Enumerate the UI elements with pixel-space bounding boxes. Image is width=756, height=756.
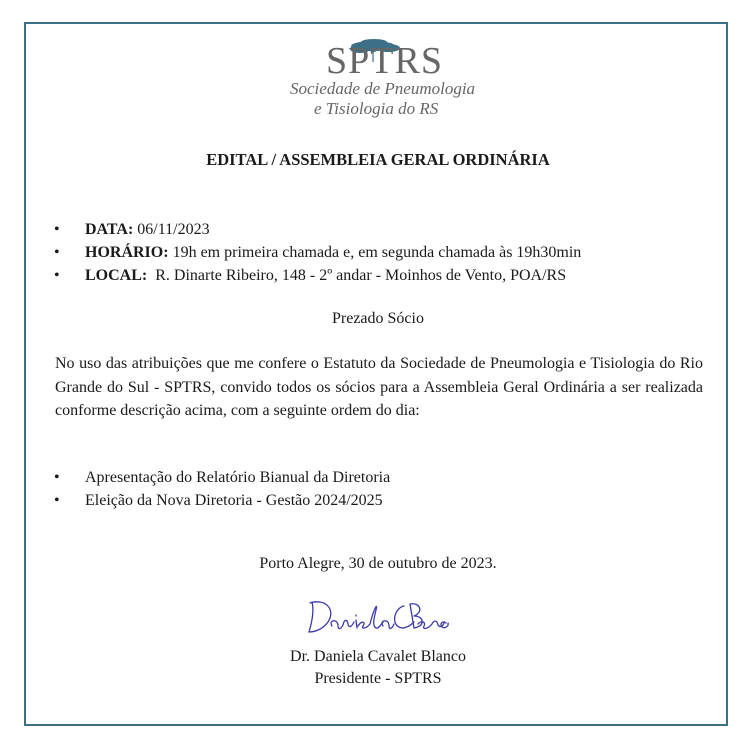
signer-block [0, 646, 756, 690]
info-label: HORÁRIO: [85, 244, 169, 261]
agenda-item [54, 489, 714, 512]
info-item-date [54, 218, 714, 241]
body-paragraph: No uso das atribuições que me confere o Estatuto da Sociedade de Pneumologia e Tisiologia do Rio Grande do Sul - SPTRS, convido todos os sócios para a Assembleia Geral Ordinária a ser realizada conforme descrição acima, com a seguinte ordem do dia: [55, 355, 703, 419]
greeting: Prezado Sócio [332, 310, 424, 327]
agenda-item [54, 466, 714, 489]
signer-name: Dr. Daniela Cavalet Blanco [290, 648, 466, 665]
bullet-icon: • [54, 267, 60, 284]
info-value: 19h em primeira chamada e, em segunda chamada às 19h30min [168, 244, 582, 261]
bullet-icon: • [54, 492, 60, 509]
place-and-date: Porto Alegre, 30 de outubro de 2023. [259, 555, 497, 572]
info-label: LOCAL: [85, 267, 148, 284]
document-title: EDITAL / ASSEMBLEIA GERAL ORDINÁRIA [206, 150, 550, 169]
info-value: 06/11/2023 [133, 221, 210, 238]
meeting-info-list [54, 218, 714, 287]
signer-role: Presidente - SPTRS [314, 670, 442, 687]
logo-subtitle-line1: Sociedade de Pneumologia [290, 79, 476, 98]
bullet-icon: • [54, 221, 60, 238]
logo-acronym: SPTRS [326, 40, 443, 82]
info-item-time [54, 241, 714, 264]
info-value: R. Dinarte Ribeiro, 148 - 2º andar - Moinhos de Vento, POA/RS [147, 267, 567, 284]
handwritten-signature [306, 596, 452, 640]
info-item-location [54, 264, 714, 287]
agenda-item-text: Apresentação do Relatório Bianual da Diretoria [85, 469, 391, 486]
agenda-list [54, 466, 714, 512]
bullet-icon: • [54, 469, 60, 486]
info-label: DATA: [85, 221, 134, 238]
agenda-item-text: Eleição da Nova Diretoria - Gestão 2024/2025 [85, 492, 383, 509]
bullet-icon: • [54, 244, 60, 261]
logo-subtitle-line2: e Tisiologia do RS [314, 99, 439, 118]
